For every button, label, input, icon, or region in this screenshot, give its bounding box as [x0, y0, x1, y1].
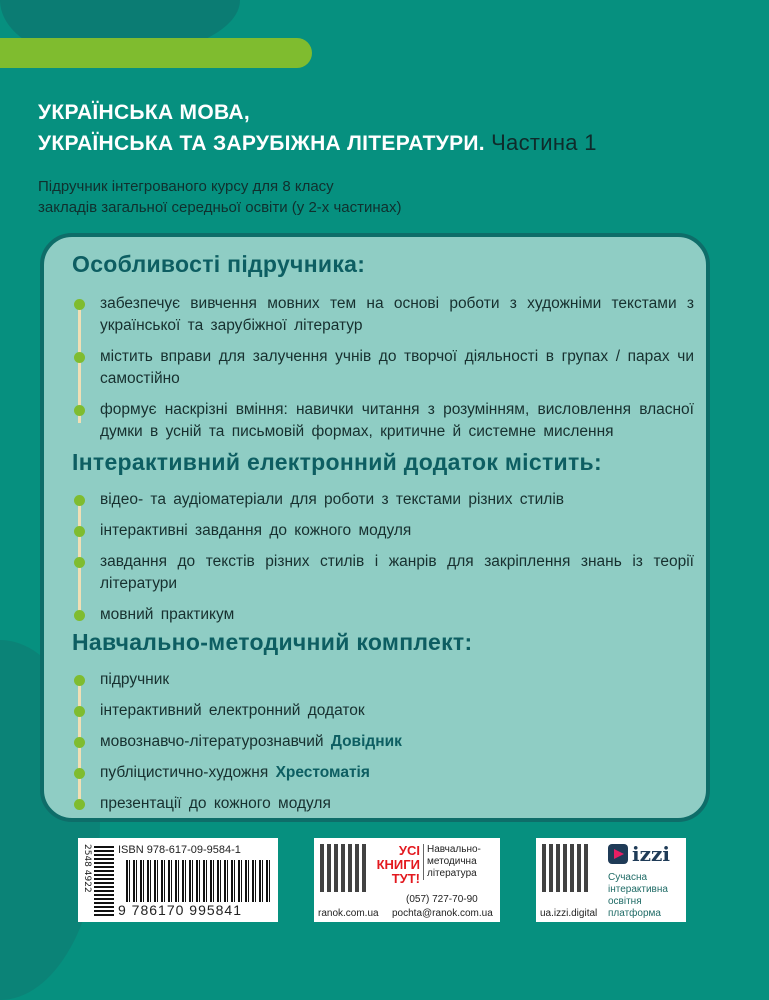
- kit-list: [74, 669, 694, 824]
- list-item: публіцистично-художня Хрестоматія: [74, 762, 694, 784]
- bullet-icon: [74, 706, 85, 717]
- list-item: підручник: [74, 669, 694, 691]
- slogan: УСІ КНИГИ ТУТ!: [376, 843, 420, 886]
- bullet-icon: [74, 799, 85, 810]
- bullet-icon: [74, 352, 85, 363]
- title-line: УКРАЇНСЬКА МОВА,: [38, 101, 250, 124]
- list-item: відео- та аудіоматеріали для роботи з текстами різних стилів: [74, 489, 694, 511]
- subtitle-line: Підручник інтегрованого курсу для 8 класу: [38, 178, 334, 195]
- barcode-number: 9 786170 995841: [118, 902, 242, 918]
- title-line: УКРАЇНСЬКА ТА ЗАРУБІЖНА ЛІТЕРАТУРИ.: [38, 132, 485, 155]
- barcode-icon: [126, 860, 272, 902]
- bullet-icon: [74, 675, 85, 686]
- subtitle: [38, 176, 718, 218]
- qr-code-icon: [542, 844, 590, 892]
- list-item: мовознавчо-літературознавчий Довідник: [74, 731, 694, 753]
- ranok-email-link[interactable]: pochta@ranok.com.ua: [392, 908, 493, 919]
- bullet-icon: [74, 299, 85, 310]
- ranok-phone: (057) 727-70-90: [406, 894, 478, 905]
- list-item: мовний практикум: [74, 604, 694, 626]
- bullet-icon: [74, 526, 85, 537]
- ranok-site-link[interactable]: ranok.com.ua: [318, 908, 379, 919]
- features-panel: [40, 233, 710, 822]
- subtitle-line: закладів загальної середньої освіти (у 2-х частинах): [38, 199, 402, 216]
- izzi-box: [536, 838, 686, 922]
- list-item: забезпечує вивчення мовних тем на основі роботи з художніми текстами з української та зарубіжної літератур: [74, 293, 694, 337]
- list-item: містить вправи для залучення учнів до творчої діяльності в групах / парах чи самостійно: [74, 346, 694, 390]
- izzi-logo-icon: [608, 844, 628, 864]
- barcode-side-number: 2548 4922: [82, 844, 92, 893]
- addon-list: [74, 489, 694, 635]
- barcode-small-icon: [94, 844, 114, 916]
- book-title: [38, 98, 738, 159]
- section-heading: Особливості підручника:: [72, 251, 366, 277]
- bullet-icon: [74, 768, 85, 779]
- features-list: [74, 293, 694, 452]
- qr-code-icon: [320, 844, 368, 892]
- section-heading: Інтерактивний електронний додаток містить:: [72, 449, 602, 475]
- bullet-icon: [74, 405, 85, 416]
- bullet-icon: [74, 610, 85, 621]
- bullet-icon: [74, 495, 85, 506]
- list-item: інтерактивні завдання до кожного модуля: [74, 520, 694, 542]
- list-item: інтерактивний електронний додаток: [74, 700, 694, 722]
- izzi-logo: izzi: [632, 842, 670, 866]
- section-heading: Навчально-методичний комплект:: [72, 629, 473, 655]
- ranok-category: Навчально-методична література: [423, 844, 497, 880]
- ranok-box: [314, 838, 500, 922]
- list-item: формує наскрізні вміння: навички читання з розумінням, висловлення власної думки в усній та письмовій формах, критичне й системне мислення: [74, 399, 694, 443]
- list-item: презентації до кожного модуля: [74, 793, 694, 815]
- bullet-icon: [74, 737, 85, 748]
- list-item: завдання до текстів різних стилів і жанрів для закріплення знань із теорії літератури: [74, 551, 694, 595]
- bullet-icon: [74, 557, 85, 568]
- accent-bar: [0, 38, 312, 68]
- izzi-site-link[interactable]: ua.izzi.digital: [540, 908, 598, 919]
- part-label: Частина 1: [491, 130, 597, 155]
- isbn-text: ISBN 978-617-09-9584-1: [118, 844, 241, 856]
- izzi-tagline: Сучасна інтерактивна освітня платформа: [608, 872, 668, 919]
- barcode-box: [78, 838, 278, 922]
